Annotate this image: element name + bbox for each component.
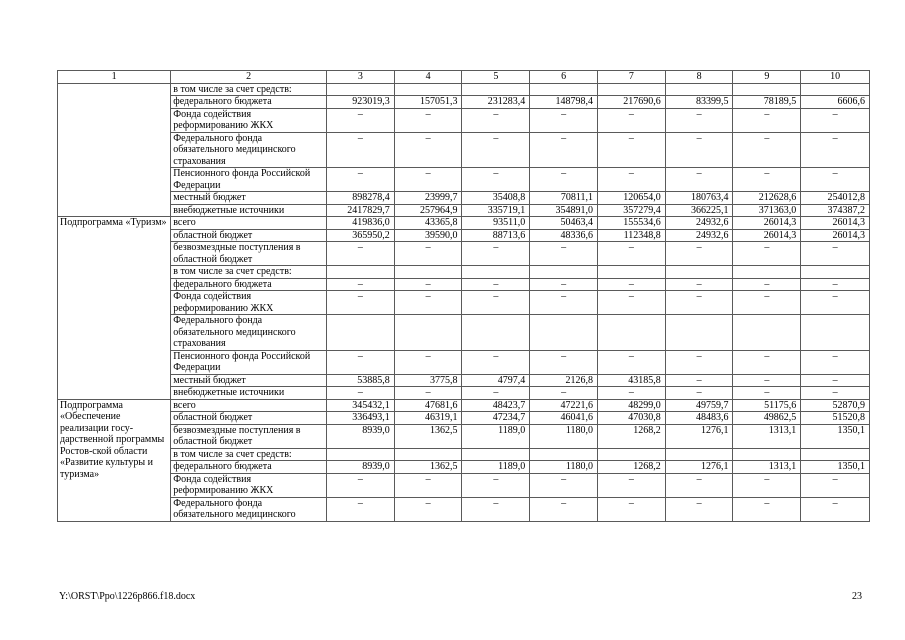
value-cell: – (394, 387, 462, 400)
value-cell: 51520,8 (801, 412, 870, 425)
value-cell: – (733, 242, 801, 266)
value-cell: 53885,8 (326, 374, 394, 387)
value-cell: 1362,5 (394, 424, 462, 448)
value-cell: 48299,0 (597, 399, 665, 412)
value-cell: 35408,8 (462, 192, 530, 205)
value-cell: – (530, 168, 598, 192)
value-cell: 1276,1 (665, 461, 733, 474)
value-cell: 1180,0 (530, 424, 598, 448)
value-cell: 48336,6 (530, 229, 598, 242)
value-cell (733, 83, 801, 96)
header-cell: 1 (58, 71, 171, 84)
header-cell: 6 (530, 71, 598, 84)
value-cell (394, 266, 462, 279)
value-cell (462, 315, 530, 351)
table-row (58, 350, 870, 374)
source-label-cell: Федерального фонда обязательного медицинского (171, 497, 327, 521)
value-cell (530, 448, 598, 461)
table-row (58, 424, 870, 448)
value-cell: 48423,7 (462, 399, 530, 412)
value-cell (597, 448, 665, 461)
value-cell: – (530, 108, 598, 132)
value-cell: – (394, 132, 462, 168)
value-cell: 366225,1 (665, 204, 733, 217)
value-cell: 24932,6 (665, 217, 733, 230)
table-row (58, 387, 870, 400)
value-cell (394, 315, 462, 351)
value-cell (597, 266, 665, 279)
value-cell: – (597, 108, 665, 132)
value-cell: – (665, 473, 733, 497)
table-row (58, 168, 870, 192)
value-cell: 120654,0 (597, 192, 665, 205)
value-cell: 335719,1 (462, 204, 530, 217)
source-label-cell: областной бюджет (171, 229, 327, 242)
value-cell: – (462, 168, 530, 192)
table-row (58, 497, 870, 521)
value-cell: 1313,1 (733, 461, 801, 474)
value-cell: – (733, 168, 801, 192)
value-cell: – (326, 291, 394, 315)
value-cell: – (394, 168, 462, 192)
value-cell: – (801, 242, 870, 266)
value-cell: 898278,4 (326, 192, 394, 205)
value-cell: – (326, 350, 394, 374)
value-cell (530, 266, 598, 279)
value-cell (801, 266, 870, 279)
footer-page-number: 23 (852, 591, 862, 602)
value-cell: – (530, 497, 598, 521)
value-cell: – (394, 242, 462, 266)
value-cell: 1350,1 (801, 461, 870, 474)
value-cell (801, 83, 870, 96)
value-cell: – (801, 278, 870, 291)
source-label-cell: Пенсионного фонда Российской Федерации (171, 168, 327, 192)
source-label-cell: внебюджетные источники (171, 387, 327, 400)
value-cell (597, 315, 665, 351)
source-label-cell: в том числе за счет средств: (171, 448, 327, 461)
value-cell: 1189,0 (462, 424, 530, 448)
value-cell: 336493,1 (326, 412, 394, 425)
footer-file-path: Y:\ORST\Ppo\1226p866.f18.docx (59, 591, 196, 602)
value-cell (530, 83, 598, 96)
value-cell: 112348,8 (597, 229, 665, 242)
value-cell: – (394, 497, 462, 521)
value-cell: 43365,8 (394, 217, 462, 230)
value-cell: – (733, 497, 801, 521)
value-cell: 217690,6 (597, 96, 665, 109)
value-cell: 48483,6 (665, 412, 733, 425)
value-cell: – (462, 350, 530, 374)
source-label-cell: Фонда содействия реформированию ЖКХ (171, 108, 327, 132)
program-name-cell: Подпрограмма «Туризм» (58, 217, 171, 400)
table-row (58, 204, 870, 217)
value-cell: – (326, 387, 394, 400)
value-cell: 419836,0 (326, 217, 394, 230)
source-label-cell: Федерального фонда обязательного медицинского страхования (171, 132, 327, 168)
table-row (58, 132, 870, 168)
table-row (58, 278, 870, 291)
value-cell: – (530, 278, 598, 291)
value-cell: – (394, 291, 462, 315)
value-cell: – (801, 497, 870, 521)
value-cell: 46319,1 (394, 412, 462, 425)
value-cell: – (665, 387, 733, 400)
header-cell: 9 (733, 71, 801, 84)
value-cell: 371363,0 (733, 204, 801, 217)
value-cell: 26014,3 (801, 229, 870, 242)
value-cell: – (733, 473, 801, 497)
value-cell (665, 448, 733, 461)
table-row (58, 266, 870, 279)
value-cell (326, 448, 394, 461)
value-cell: – (530, 387, 598, 400)
table-row (58, 108, 870, 132)
value-cell: 88713,6 (462, 229, 530, 242)
table-row (58, 192, 870, 205)
source-label-cell: областной бюджет (171, 412, 327, 425)
value-cell (665, 315, 733, 351)
source-label-cell: местный бюджет (171, 374, 327, 387)
value-cell: – (326, 473, 394, 497)
value-cell: – (665, 291, 733, 315)
value-cell: 231283,4 (462, 96, 530, 109)
value-cell (801, 315, 870, 351)
header-cell: 3 (326, 71, 394, 84)
value-cell: – (733, 108, 801, 132)
source-label-cell: федерального бюджета (171, 278, 327, 291)
value-cell: – (530, 132, 598, 168)
value-cell: 26014,3 (733, 229, 801, 242)
value-cell: 155534,6 (597, 217, 665, 230)
source-label-cell: всего (171, 399, 327, 412)
value-cell: – (462, 291, 530, 315)
value-cell: – (733, 132, 801, 168)
value-cell: 49759,7 (665, 399, 733, 412)
source-label-cell: Федерального фонда обязательного медицинского страхования (171, 315, 327, 351)
value-cell (733, 448, 801, 461)
table-row (58, 242, 870, 266)
value-cell: 1350,1 (801, 424, 870, 448)
value-cell (665, 83, 733, 96)
value-cell: 4797,4 (462, 374, 530, 387)
table-row (58, 399, 870, 412)
value-cell: – (530, 350, 598, 374)
value-cell: 1276,1 (665, 424, 733, 448)
value-cell: 1313,1 (733, 424, 801, 448)
budget-table (57, 70, 870, 522)
header-cell: 8 (665, 71, 733, 84)
value-cell: – (597, 473, 665, 497)
value-cell: – (665, 497, 733, 521)
header-row (58, 71, 870, 84)
header-cell: 10 (801, 71, 870, 84)
value-cell (394, 448, 462, 461)
value-cell: 374387,2 (801, 204, 870, 217)
value-cell: – (733, 387, 801, 400)
value-cell: 1189,0 (462, 461, 530, 474)
header-cell: 5 (462, 71, 530, 84)
value-cell (326, 266, 394, 279)
value-cell: – (801, 350, 870, 374)
value-cell: – (597, 387, 665, 400)
value-cell: 1180,0 (530, 461, 598, 474)
value-cell: 52870,9 (801, 399, 870, 412)
value-cell: – (665, 108, 733, 132)
value-cell: – (530, 291, 598, 315)
value-cell: – (326, 497, 394, 521)
table-row (58, 83, 870, 96)
source-label-cell: Пенсионного фонда Российской Федерации (171, 350, 327, 374)
table-row (58, 412, 870, 425)
table-row (58, 473, 870, 497)
value-cell: – (733, 374, 801, 387)
value-cell: – (597, 242, 665, 266)
value-cell: 47681,6 (394, 399, 462, 412)
table-row (58, 217, 870, 230)
value-cell: 51175,6 (733, 399, 801, 412)
value-cell: – (462, 132, 530, 168)
value-cell: – (597, 168, 665, 192)
value-cell: – (665, 350, 733, 374)
source-label-cell: федерального бюджета (171, 96, 327, 109)
value-cell: 24932,6 (665, 229, 733, 242)
value-cell: – (394, 108, 462, 132)
value-cell: – (462, 242, 530, 266)
value-cell: – (597, 132, 665, 168)
value-cell: – (801, 387, 870, 400)
source-label-cell: безвозмездные поступления в областной бюджет (171, 424, 327, 448)
value-cell: 354891,0 (530, 204, 598, 217)
value-cell: 39590,0 (394, 229, 462, 242)
table-body (58, 71, 870, 522)
value-cell: 1268,2 (597, 424, 665, 448)
value-cell: – (665, 374, 733, 387)
value-cell: – (801, 108, 870, 132)
value-cell: 26014,3 (733, 217, 801, 230)
value-cell: 157051,3 (394, 96, 462, 109)
table-row (58, 229, 870, 242)
program-name-cell (58, 83, 171, 217)
source-label-cell: безвозмездные поступления в областной бюджет (171, 242, 327, 266)
value-cell: – (462, 387, 530, 400)
value-cell: 6606,6 (801, 96, 870, 109)
value-cell (597, 83, 665, 96)
value-cell (665, 266, 733, 279)
table-row (58, 448, 870, 461)
value-cell: 46041,6 (530, 412, 598, 425)
value-cell: 8939,0 (326, 461, 394, 474)
value-cell: – (462, 108, 530, 132)
value-cell: – (665, 278, 733, 291)
value-cell: – (801, 291, 870, 315)
value-cell: 2417829,7 (326, 204, 394, 217)
source-label-cell: Фонда содействия реформированию ЖКХ (171, 291, 327, 315)
value-cell: 23999,7 (394, 192, 462, 205)
value-cell: – (326, 242, 394, 266)
value-cell: – (462, 473, 530, 497)
value-cell: 923019,3 (326, 96, 394, 109)
value-cell (326, 315, 394, 351)
value-cell: – (394, 473, 462, 497)
table-row (58, 96, 870, 109)
value-cell: – (665, 242, 733, 266)
source-label-cell: в том числе за счет средств: (171, 83, 327, 96)
header-cell: 4 (394, 71, 462, 84)
source-label-cell: федерального бюджета (171, 461, 327, 474)
value-cell (733, 315, 801, 351)
header-cell: 7 (597, 71, 665, 84)
value-cell: – (597, 291, 665, 315)
value-cell: – (597, 278, 665, 291)
value-cell (801, 448, 870, 461)
value-cell: 93511,0 (462, 217, 530, 230)
value-cell: – (462, 497, 530, 521)
source-label-cell: внебюджетные источники (171, 204, 327, 217)
value-cell: 212628,6 (733, 192, 801, 205)
value-cell: – (597, 350, 665, 374)
value-cell: 357279,4 (597, 204, 665, 217)
value-cell (462, 266, 530, 279)
value-cell: 47234,7 (462, 412, 530, 425)
value-cell: 47221,6 (530, 399, 598, 412)
value-cell (462, 448, 530, 461)
value-cell: 43185,8 (597, 374, 665, 387)
value-cell: – (801, 168, 870, 192)
value-cell: 257964,9 (394, 204, 462, 217)
table-row (58, 374, 870, 387)
value-cell: – (733, 350, 801, 374)
value-cell: – (733, 278, 801, 291)
source-label-cell: в том числе за счет средств: (171, 266, 327, 279)
value-cell: – (665, 132, 733, 168)
table-row (58, 315, 870, 351)
value-cell: – (801, 132, 870, 168)
value-cell: – (394, 278, 462, 291)
value-cell: 83399,5 (665, 96, 733, 109)
value-cell: – (326, 132, 394, 168)
value-cell: – (530, 473, 598, 497)
value-cell: – (530, 242, 598, 266)
header-cell: 2 (171, 71, 327, 84)
value-cell: – (665, 168, 733, 192)
value-cell: 3775,8 (394, 374, 462, 387)
value-cell (394, 83, 462, 96)
value-cell: – (394, 350, 462, 374)
value-cell: – (326, 278, 394, 291)
table-row (58, 461, 870, 474)
value-cell: 78189,5 (733, 96, 801, 109)
value-cell: – (801, 473, 870, 497)
source-label-cell: всего (171, 217, 327, 230)
value-cell (530, 315, 598, 351)
value-cell: – (462, 278, 530, 291)
table-row (58, 291, 870, 315)
value-cell: 345432,1 (326, 399, 394, 412)
value-cell: 1268,2 (597, 461, 665, 474)
value-cell: – (326, 108, 394, 132)
program-name-cell: Подпрограмма «Обеспечение реализации госу-дарственной программы Ростов-ской области «Развитие культуры и туризма» (58, 399, 171, 521)
value-cell: – (801, 374, 870, 387)
value-cell: 26014,3 (801, 217, 870, 230)
value-cell: – (597, 497, 665, 521)
value-cell: 254012,8 (801, 192, 870, 205)
source-label-cell: Фонда содействия реформированию ЖКХ (171, 473, 327, 497)
value-cell (462, 83, 530, 96)
value-cell: 70811,1 (530, 192, 598, 205)
value-cell: 50463,4 (530, 217, 598, 230)
value-cell: – (326, 168, 394, 192)
value-cell: 180763,4 (665, 192, 733, 205)
value-cell: 148798,4 (530, 96, 598, 109)
value-cell: 49862,5 (733, 412, 801, 425)
value-cell: 47030,8 (597, 412, 665, 425)
value-cell: 2126,8 (530, 374, 598, 387)
source-label-cell: местный бюджет (171, 192, 327, 205)
value-cell: – (733, 291, 801, 315)
value-cell (733, 266, 801, 279)
value-cell (326, 83, 394, 96)
value-cell: 8939,0 (326, 424, 394, 448)
value-cell: 365950,2 (326, 229, 394, 242)
value-cell: 1362,5 (394, 461, 462, 474)
